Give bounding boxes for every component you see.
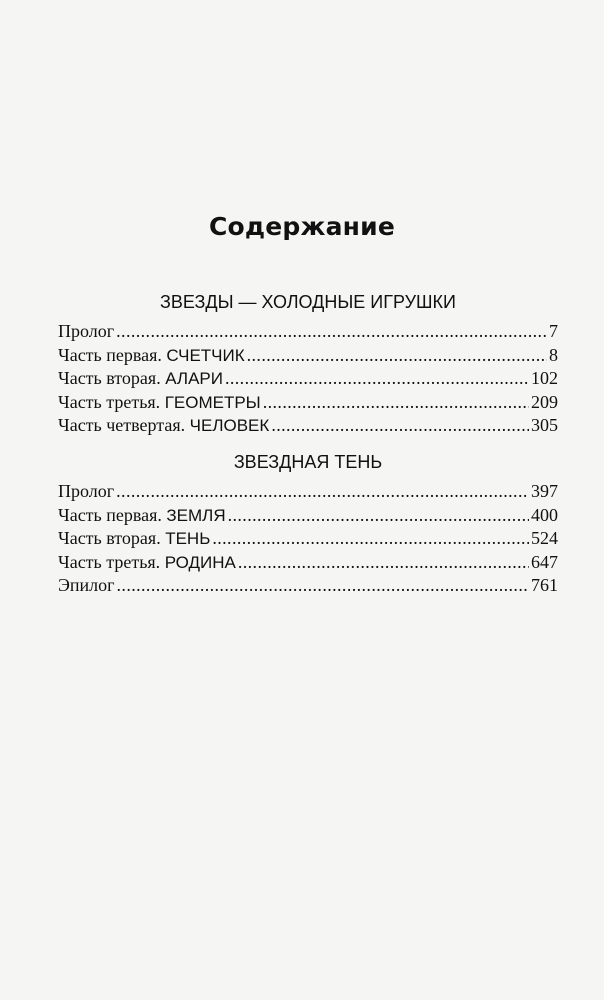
page-title: Содержание xyxy=(208,212,396,241)
page-number: 102 xyxy=(531,368,558,388)
dot-leader xyxy=(212,528,529,549)
dot-leader xyxy=(116,481,529,502)
toc-entry-part-one xyxy=(58,345,558,369)
entry-name: СЧЕТЧИК xyxy=(166,345,245,365)
entry-name: ЗЕМЛЯ xyxy=(166,505,226,525)
toc-section-star-shadow xyxy=(58,452,558,599)
page-number: 305 xyxy=(531,415,558,435)
page-number: 647 xyxy=(531,551,558,572)
dot-leader xyxy=(238,552,529,573)
dot-leader xyxy=(247,345,547,366)
entry-name: ГЕОМЕТРЫ xyxy=(164,392,261,412)
page-number: 761 xyxy=(531,575,558,595)
section-heading: ЗВЕЗДНАЯ ТЕНЬ xyxy=(233,452,383,472)
section-heading: ЗВЕЗДЫ — ХОЛОДНЫЕ ИГРУШКИ xyxy=(160,292,456,312)
toc-entry-part-three xyxy=(58,552,558,576)
entry-name: ЧЕЛОВЕК xyxy=(189,416,270,435)
entry-prefix: Часть вторая. xyxy=(58,368,166,388)
page-number: 7 xyxy=(549,321,558,341)
entry-prefix: Часть первая. xyxy=(58,504,167,525)
toc-entry-prologue xyxy=(58,481,558,505)
entry-name: РОДИНА xyxy=(164,552,236,572)
entry-prefix: Часть четвертая. xyxy=(58,415,190,435)
toc-entry-prologue xyxy=(58,321,558,345)
entry-prefix: Часть первая. xyxy=(58,344,167,365)
toc-entry-part-two xyxy=(58,368,558,392)
page-number: 524 xyxy=(531,528,558,548)
dot-leader xyxy=(228,505,529,526)
entry-prefix: Часть третья. xyxy=(58,551,165,572)
toc-entry-epilogue xyxy=(58,575,558,599)
page-number: 209 xyxy=(531,391,558,412)
entry-prefix: Часть вторая. xyxy=(58,528,166,548)
dot-leader xyxy=(225,368,529,389)
entry-prefix: Пролог xyxy=(58,321,115,341)
entry-prefix: Пролог xyxy=(58,481,115,501)
dot-leader xyxy=(117,575,529,596)
page-number: 400 xyxy=(531,504,558,525)
dot-leader xyxy=(263,392,529,413)
dot-leader xyxy=(116,321,547,342)
page-number: 8 xyxy=(549,344,558,365)
entry-prefix: Эпилог xyxy=(58,575,115,595)
toc-entry-part-four xyxy=(58,415,558,439)
dot-leader xyxy=(271,415,529,436)
toc-entry-part-two xyxy=(58,528,558,552)
toc-entry-part-three xyxy=(58,392,558,416)
entry-name: ТЕНЬ xyxy=(165,529,211,548)
page-number: 397 xyxy=(531,481,558,501)
entry-name: АЛАРИ xyxy=(165,369,223,388)
toc-section-stars-cold-toys xyxy=(58,292,558,439)
entry-prefix: Часть третья. xyxy=(58,391,165,412)
toc-entry-part-one xyxy=(58,505,558,529)
